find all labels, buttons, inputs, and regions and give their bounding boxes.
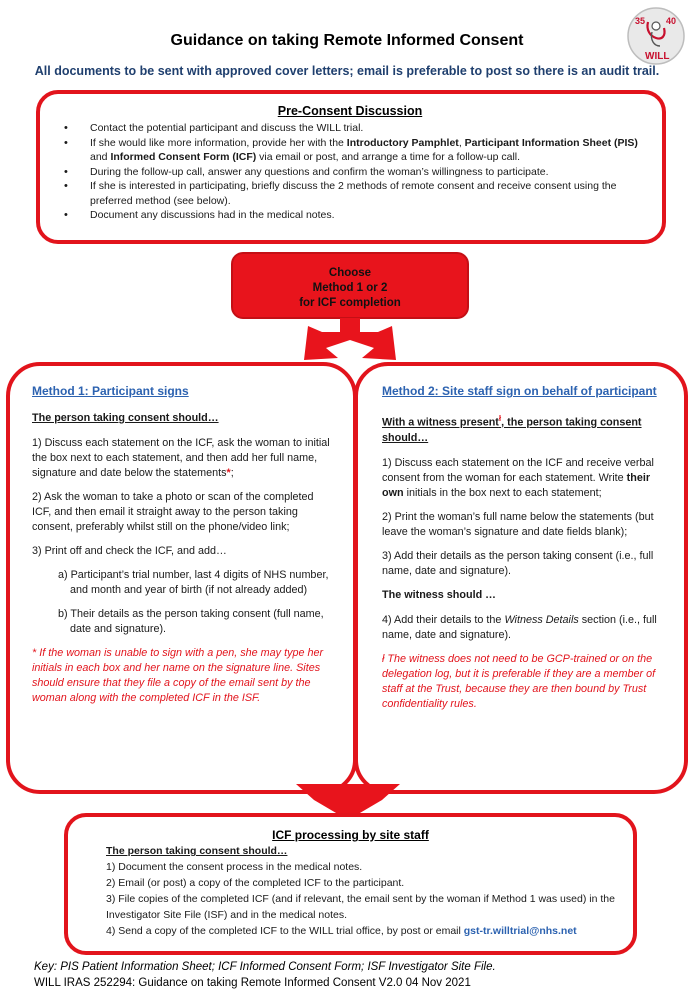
method2-step3: 3) Add their details as the person taking consent (i.e., full name, date and signature). — [382, 549, 654, 577]
method1-heading: Method 1: Participant signs — [32, 384, 189, 398]
logo-number-left: 35 — [635, 16, 646, 26]
pre-consent-list — [58, 121, 642, 223]
icf-step2: 2) Email (or post) a copy of the completed ICF to the participant. — [106, 877, 405, 889]
split-arrow-icon — [300, 318, 400, 368]
icf-processing-panel — [64, 813, 637, 955]
method1-step3a: a) Participant’s trial number, last 4 digits of NHS number, and month and year of birth (if not already added) — [58, 569, 329, 596]
list-item: • Contact the potential participant and discuss the WILL trial. — [58, 121, 642, 136]
method1-step2: 2) Ask the woman to take a photo or scan of the completed ICF, and then email it straight away to the person taking consent, preferably whilst still on the phone/video link; — [32, 491, 314, 533]
method1-panel — [6, 362, 357, 794]
icf-subheading: The person taking consent should… — [106, 845, 288, 857]
method1-step1: 1) Discuss each statement on the ICF, ask the woman to initial the box next to each statement, and then add her full name, signature and date below the statements*; — [32, 437, 330, 479]
method2-subheading: With a witness present$^ł$, the person taking consent should… — [382, 414, 642, 444]
icf-step1: 1) Document the consent process in the medical notes. — [106, 861, 363, 873]
page-subtitle: All documents to be sent with approved cover letters; email is preferable to post so there is an audit trail. — [34, 64, 660, 78]
choose-method-box — [231, 252, 469, 319]
method2-panel — [354, 362, 688, 794]
method1-step3: 3) Print off and check the ICF, and add… — [32, 545, 227, 557]
choose-line-1: Choose — [328, 267, 372, 279]
document-footer: WILL IRAS 252294: Guidance on taking Remote Informed Consent V2.0 04 Nov 2021 — [34, 977, 471, 989]
icf-heading: ICF processing by site staff — [272, 828, 429, 842]
method1-step3b: b) Their details as the person taking consent (full name, date and signature). — [58, 608, 324, 635]
figure-head-icon — [652, 22, 660, 30]
list-item: • If she would like more information, provide her with the Introductory Pamphlet, Participant Information Sheet (PIS) and Informed Consent Form (ICF) via email or post, and arrange a time for a follow-up call. — [58, 136, 642, 165]
choose-line-3: for ICF completion — [299, 297, 401, 309]
logo-number-right: 40 — [666, 16, 677, 26]
list-item: • During the follow-up call, answer any questions and confirm the woman’s willingness to participate. — [58, 165, 642, 180]
method2-step4: 4) Add their details to the Witness Details section (i.e., full name, date and signature). — [382, 613, 657, 641]
method2-step2: 2) Print the woman’s full name below the statements (but leave the woman’s signature and date fields blank); — [382, 510, 654, 538]
choose-line-2: Method 1 or 2 — [312, 282, 388, 294]
logo-wordmark: WILL — [645, 51, 670, 62]
method2-heading: Method 2: Site staff sign on behalf of participant — [382, 384, 657, 398]
trial-email-link[interactable]: gst-tr.willtrial@nhs.net — [463, 925, 577, 937]
page-title: Guidance on taking Remote Informed Consent — [170, 32, 524, 49]
method1-note: * If the woman is unable to sign with a pen, she may type her initials in each box and her name on the signature line. Sites should ensure that they file a copy of the email sent by the woman along with the completed ICF in the ISF. — [32, 647, 324, 704]
list-item: • If she is interested in participating, briefly discuss the 2 methods of remote consent and receive consent using the preferred method (see below). — [58, 179, 642, 208]
method1-subheading: The person taking consent should… — [32, 412, 219, 424]
icf-step4: 4) Send a copy of the completed ICF to the WILL trial office, by post or email gst-tr.willtrial@nhs.net — [106, 925, 577, 937]
list-item: • Document any discussions had in the medical notes. — [58, 208, 642, 223]
pre-consent-heading: Pre-Consent Discussion — [277, 104, 423, 118]
icf-step3: 3) File copies of the completed ICF (and if relevant, the email sent by the woman if Method 1 was used) in the Investigator Site File (ISF) and in the medical notes. — [106, 893, 615, 921]
abbreviation-key: Key: PIS Patient Information Sheet; ICF Informed Consent Form; ISF Investigator Site File. — [34, 961, 496, 973]
witness-heading: The witness should … — [382, 588, 496, 601]
method2-step1: 1) Discuss each statement on the ICF and receive verbal consent from the woman for each statement. Write their own initials in the box next to each statement; — [382, 456, 654, 499]
will-trial-logo — [626, 6, 686, 66]
method2-note: ł The witness does not need to be GCP-trained or on the delegation log, but it is preferable if they are a member of staff at the Trust, because they are then bound by Trust confidentiality rules. — [382, 652, 656, 710]
pre-consent-panel — [36, 90, 666, 244]
